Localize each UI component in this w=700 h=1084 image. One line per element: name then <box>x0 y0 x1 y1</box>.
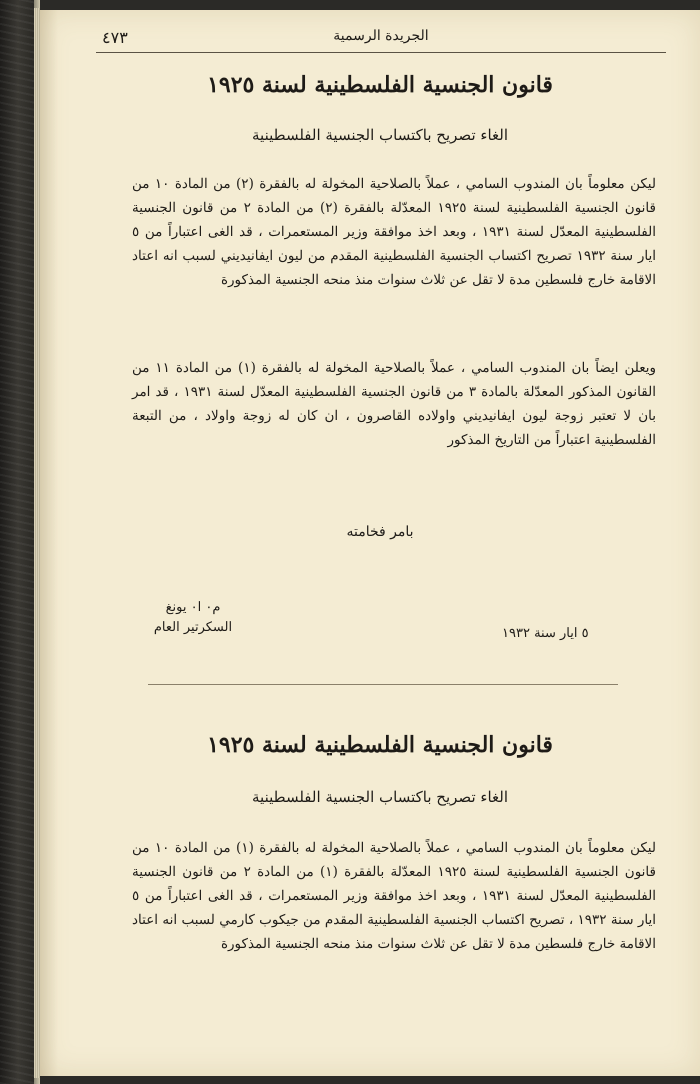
notice-1-title: قانون الجنسية الفلسطينية لسنة ١٩٢٥ <box>207 72 553 98</box>
signatory-title: السكرتير العام <box>153 620 233 635</box>
running-head <box>96 24 666 53</box>
notice-2-paragraph-1: ليكن معلوماً بان المندوب السامي ، عملاً بالصلاحية المخولة له بالفقرة (١) من المادة ١٠ من قانون الجنسية الفلسطينية لسنة ١٩٢٥ المعدّلة بالفقرة (١) من المادة ٢ من قانون الجنسية الفلسطينية المعدّل لسنة ١٩٣١ ، وبعد اخذ موافقة وزير المستعمرات ، قد الغى اعتباراً من ٥ ايار سنة ١٩٣٢ ، تصريح اكتساب الجنسية الفلسطينية المقدم من جيكوب كارمي لسبب انه اعتاد الاقامة خارج فلسطين مدة لا تقل عن ثلاث سنوات منذ منحه الجنسية المذكورة <box>132 840 656 952</box>
signatory-name: م٠ ا٠ يونغ <box>165 600 221 615</box>
notice-1-paragraph-2: ويعلن ايضاً بان المندوب السامي ، عملاً بالصلاحية المخولة له بالفقرة (١) من المادة ١١ من القانون المذكور المعدّلة بالمادة ٣ من قانون الجنسية الفلسطينية المعدّل لسنة ١٩٣١ ، قد امر بان لا تعتبر زوجة ليون ايفانيديني واولاده القاصرون ، ان كان له زوجة واولاد ، من التبعة الفلسطينية اعتباراً من التاريخ المذكور <box>132 360 657 448</box>
section-divider <box>148 684 618 685</box>
notice-2-title: قانون الجنسية الفلسطينية لسنة ١٩٢٥ <box>207 732 553 758</box>
signature-block <box>148 598 238 638</box>
notice-1-subtitle: الغاء تصريح باكتساب الجنسية الفلسطينية <box>252 126 508 144</box>
notice-2-subtitle: الغاء تصريح باكتساب الجنسية الفلسطينية <box>252 788 508 806</box>
gazette-page <box>40 10 700 1076</box>
order-line: بامر فخامته <box>346 524 414 540</box>
page-number: ٤٧٣ <box>102 28 128 47</box>
notice-1-date: ٥ ايار سنة ١٩٣٢ <box>502 626 589 641</box>
notice-1-paragraph-1: ليكن معلوماً بان المندوب السامي ، عملاً بالصلاحية المخولة له بالفقرة (٢) من المادة ١٠ من قانون الجنسية الفلسطينية لسنة ١٩٢٥ المعدّلة بالفقرة (٢) من المادة ٢ من قانون الجنسية الفلسطينية المعدّل لسنة ١٩٣١ ، وبعد اخذ موافقة وزير المستعمرات ، قد الغى اعتباراً من ٥ ايار سنة ١٩٣٢ تصريح اكتساب الجنسية الفلسطينية المقدم من ليون ايفانيديني لسبب انه اعتاد الاقامة خارج فلسطين مدة لا تقل عن ثلاث سنوات منذ منحه الجنسية المذكورة <box>132 176 656 288</box>
gazette-title: الجريدة الرسمية <box>333 28 429 44</box>
